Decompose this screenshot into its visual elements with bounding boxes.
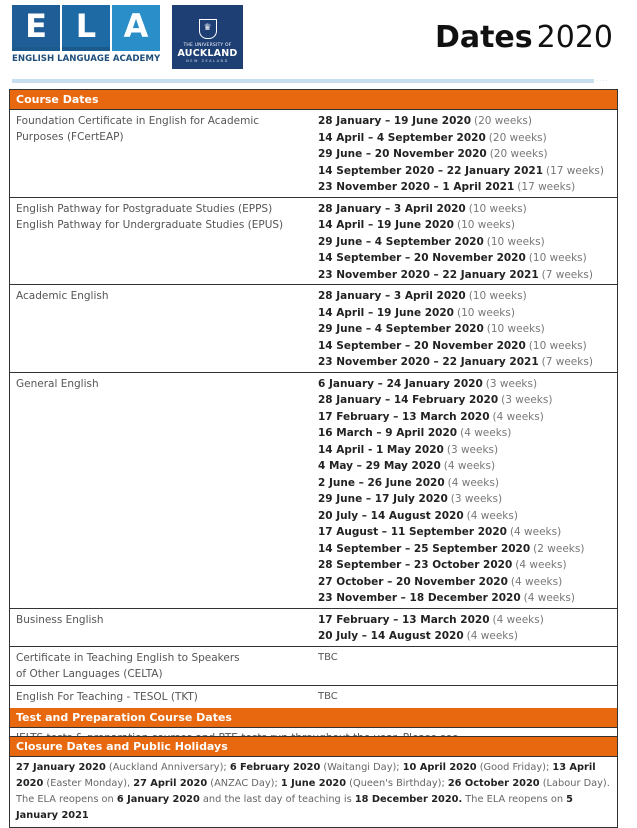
date-line xyxy=(318,354,613,371)
date-range: 14 April – 19 June 2020 xyxy=(318,306,454,319)
date-range: 14 April – 19 June 2020 xyxy=(318,219,454,231)
course-name-line: English Pathway for Postgraduate Studies (EPPS) xyxy=(16,202,273,215)
header-divider-dots: ···· xyxy=(596,77,609,85)
course-name-line: Certificate in Teaching English to Speakers xyxy=(16,651,240,664)
date-line xyxy=(318,217,613,234)
ela-logo xyxy=(12,5,162,71)
duration-weeks: (7 weeks) xyxy=(541,268,593,281)
date-range: 6 January – 24 January 2020 xyxy=(318,377,483,390)
date-line xyxy=(318,179,613,196)
date-range: 28 January – 14 February 2020 xyxy=(318,394,499,406)
course-name-line: General English xyxy=(16,377,99,390)
closure-date: 6 February 2020 xyxy=(229,762,321,773)
course-dates xyxy=(308,609,617,646)
duration-weeks: (10 weeks) xyxy=(468,290,527,302)
duration-weeks: (4 weeks) xyxy=(523,592,575,604)
header-divider xyxy=(12,79,594,83)
duration-weeks: (10 weeks) xyxy=(486,323,545,335)
closure-date: 27 January 2020 xyxy=(16,762,106,773)
date-line xyxy=(318,612,613,629)
closure-description: (Waitangi Day); xyxy=(320,762,403,773)
duration-weeks: (3 weeks) xyxy=(485,377,538,390)
tbc-label: TBC xyxy=(318,690,338,702)
date-line xyxy=(318,557,613,574)
course-dates-heading: Course Dates xyxy=(10,90,617,110)
ela-logo-letter-a: A xyxy=(112,5,160,51)
closure-dates-table xyxy=(9,736,618,828)
date-range: 16 March – 9 April 2020 xyxy=(318,427,458,439)
course-dates xyxy=(308,198,617,285)
duration-weeks: (17 weeks) xyxy=(517,181,576,193)
course-row xyxy=(10,373,617,609)
date-line xyxy=(318,491,613,508)
page-title-word: Dates xyxy=(434,20,533,55)
closure-description: The ELA reopens on xyxy=(462,794,567,805)
duration-weeks: (10 weeks) xyxy=(486,235,545,248)
date-line xyxy=(318,442,613,459)
date-line xyxy=(318,201,613,218)
university-logo xyxy=(172,5,243,69)
course-name xyxy=(10,198,308,285)
course-name-line: English For Teaching - TESOL (TKT) xyxy=(16,690,198,703)
date-line xyxy=(318,541,613,558)
crest-icon: ♛ xyxy=(199,19,217,39)
closure-date: 18 December 2020. xyxy=(354,794,463,805)
date-line xyxy=(318,130,613,147)
date-line xyxy=(318,475,613,492)
ela-subtitle: ENGLISH LANGUAGE ACADEMY xyxy=(12,54,161,64)
date-line xyxy=(318,321,613,338)
duration-weeks: (4 weeks) xyxy=(466,630,518,642)
date-line xyxy=(318,113,613,130)
date-range: 23 November 2020 – 22 January 2021 xyxy=(318,268,539,281)
date-range: 17 August – 11 September 2020 xyxy=(318,526,507,538)
date-range: 2 June – 26 June 2020 xyxy=(318,476,445,489)
closure-date: 1 June 2020 xyxy=(280,778,347,789)
closure-description: (Auckland Anniversary); xyxy=(105,762,230,773)
page-title-year: 2020 xyxy=(536,20,613,55)
date-line xyxy=(318,376,613,393)
course-name-line: Purposes (FCertEAP) xyxy=(16,131,124,143)
date-range: 28 January – 19 June 2020 xyxy=(318,115,472,127)
course-dates xyxy=(308,373,617,608)
date-range: 14 September – 20 November 2020 xyxy=(318,339,526,352)
date-line xyxy=(318,458,613,475)
ela-logo-letter-l: L xyxy=(62,5,110,51)
closure-date: 10 April 2020 xyxy=(402,762,477,773)
university-label-name: AUCKLAND xyxy=(177,48,238,59)
closure-date: 27 April 2020 xyxy=(133,778,208,789)
date-line xyxy=(318,392,613,409)
date-line xyxy=(318,234,613,251)
date-range: 23 November – 18 December 2020 xyxy=(318,592,521,604)
course-dates-table xyxy=(9,89,618,749)
duration-weeks: (3 weeks) xyxy=(446,443,499,456)
date-line xyxy=(318,163,613,180)
closure-date: 13 April 2020 xyxy=(16,762,596,789)
duration-weeks: (17 weeks) xyxy=(546,164,604,177)
course-name xyxy=(10,373,308,608)
closure-description: (Labour Day). The ELA reopens on xyxy=(16,778,610,805)
date-range: 23 November 2020 – 22 January 2021 xyxy=(318,356,539,368)
date-line xyxy=(318,288,613,305)
date-range: 29 June – 17 July 2020 xyxy=(318,493,448,505)
university-label-country: NEW ZEALAND xyxy=(186,59,229,63)
date-range: 14 September – 20 November 2020 xyxy=(318,252,526,264)
date-range: 27 October – 20 November 2020 xyxy=(318,575,508,588)
duration-weeks: (4 weeks) xyxy=(443,460,496,472)
date-range: 20 July – 14 August 2020 xyxy=(318,630,464,642)
closure-description: and the last day of teaching is xyxy=(199,794,355,805)
course-name-line: English Pathway for Undergraduate Studies (EPUS) xyxy=(16,218,284,231)
course-row xyxy=(10,686,617,708)
date-line xyxy=(318,250,613,267)
duration-weeks: (4 weeks) xyxy=(515,559,567,571)
duration-weeks: (10 weeks) xyxy=(528,252,587,264)
course-name-line: of Other Languages (CELTA) xyxy=(16,667,163,680)
date-range: 17 February – 13 March 2020 xyxy=(318,613,490,626)
duration-weeks: (3 weeks) xyxy=(450,493,503,505)
closure-dates-text xyxy=(10,757,617,827)
date-line xyxy=(318,425,613,442)
date-line xyxy=(318,524,613,541)
closure-description: (ANZAC Day); xyxy=(207,778,281,789)
duration-weeks: (20 weeks) xyxy=(474,115,532,127)
duration-weeks: (4 weeks) xyxy=(509,526,562,538)
course-dates xyxy=(308,686,617,708)
date-line xyxy=(318,338,613,355)
date-line xyxy=(318,508,613,525)
duration-weeks: (10 weeks) xyxy=(456,306,515,319)
closure-dates-heading: Closure Dates and Public Holidays xyxy=(10,737,617,757)
duration-weeks: (2 weeks) xyxy=(533,542,585,555)
date-line xyxy=(318,305,613,322)
university-label-small: THE UNIVERSITY OF xyxy=(183,43,232,48)
date-range: 17 February – 13 March 2020 xyxy=(318,410,490,423)
course-dates xyxy=(308,647,617,685)
date-range: 4 May – 29 May 2020 xyxy=(318,460,441,472)
duration-weeks: (4 weeks) xyxy=(447,476,499,489)
duration-weeks: (4 weeks) xyxy=(492,613,544,626)
date-range: 28 January – 3 April 2020 xyxy=(318,202,466,215)
page-title xyxy=(435,20,613,55)
duration-weeks: (7 weeks) xyxy=(541,356,593,368)
course-name-line: Business English xyxy=(16,613,104,626)
closure-description: (Easter Monday), xyxy=(43,778,134,789)
date-range: 20 July – 14 August 2020 xyxy=(318,509,464,522)
course-dates xyxy=(308,285,617,372)
course-name xyxy=(10,285,308,372)
date-line xyxy=(318,628,613,645)
course-row xyxy=(10,110,617,198)
date-range: 14 September 2020 – 22 January 2021 xyxy=(318,164,544,177)
date-range: 29 June – 20 November 2020 xyxy=(318,148,487,160)
course-name xyxy=(10,110,308,197)
closure-description: (Queen's Birthday); xyxy=(346,778,448,789)
course-row xyxy=(10,609,617,647)
duration-weeks: (4 weeks) xyxy=(460,427,512,439)
date-range: 14 September – 25 September 2020 xyxy=(318,542,531,555)
course-name-line: Foundation Certificate in English for Academic xyxy=(16,115,260,127)
duration-weeks: (3 weeks) xyxy=(501,394,553,406)
date-range: 28 September – 23 October 2020 xyxy=(318,559,513,571)
closure-date: 26 October 2020 xyxy=(447,778,540,789)
course-name xyxy=(10,686,308,708)
closure-description: (Good Friday); xyxy=(476,762,553,773)
date-line xyxy=(318,267,613,284)
date-range: 28 January – 3 April 2020 xyxy=(318,290,466,302)
course-name-line: Academic English xyxy=(16,290,109,302)
date-range: 29 June – 4 September 2020 xyxy=(318,323,484,335)
course-name xyxy=(10,609,308,646)
course-dates xyxy=(308,110,617,197)
duration-weeks: (10 weeks) xyxy=(456,219,515,231)
duration-weeks: (20 weeks) xyxy=(488,131,547,144)
date-line xyxy=(318,590,613,607)
course-row xyxy=(10,285,617,373)
date-range: 14 April - 1 May 2020 xyxy=(318,443,444,456)
test-prep-heading: Test and Preparation Course Dates xyxy=(10,708,617,728)
date-range: 29 June – 4 September 2020 xyxy=(318,235,484,248)
date-range: 23 November 2020 – 1 April 2021 xyxy=(318,181,515,193)
course-row xyxy=(10,647,617,686)
course-name xyxy=(10,647,308,685)
date-line xyxy=(318,409,613,426)
date-range: 14 April – 4 September 2020 xyxy=(318,131,486,144)
closure-date: 5 January 2021 xyxy=(16,794,573,821)
duration-weeks: (10 weeks) xyxy=(468,202,527,215)
date-line xyxy=(318,146,613,163)
duration-weeks: (4 weeks) xyxy=(510,575,563,588)
closure-date: 6 January 2020 xyxy=(116,794,200,805)
course-row xyxy=(10,198,617,286)
page-header xyxy=(0,0,637,85)
duration-weeks: (4 weeks) xyxy=(492,410,544,423)
ela-logo-letter-e: E xyxy=(12,5,60,51)
duration-weeks: (10 weeks) xyxy=(528,339,587,352)
duration-weeks: (20 weeks) xyxy=(489,148,548,160)
duration-weeks: (4 weeks) xyxy=(466,509,518,522)
date-line xyxy=(318,574,613,591)
tbc-label: TBC xyxy=(318,651,338,663)
